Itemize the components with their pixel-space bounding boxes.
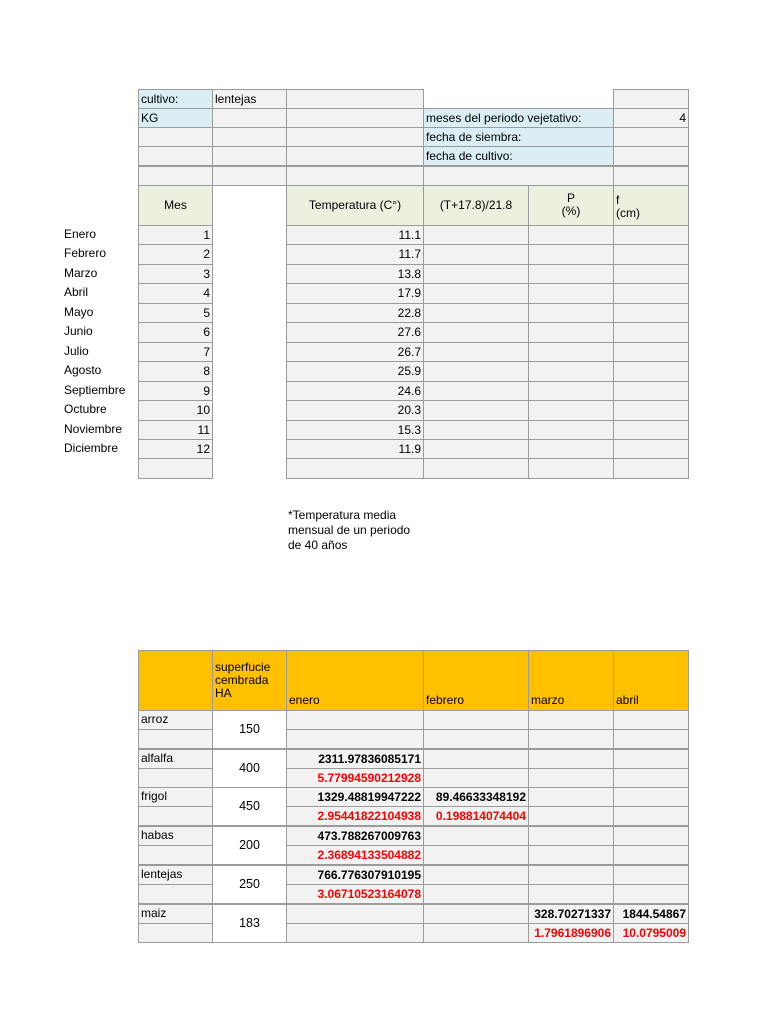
month-name: Junio <box>64 324 93 338</box>
p-cell[interactable] <box>528 225 614 246</box>
header-febrero[interactable]: febrero <box>423 650 529 711</box>
p-cell[interactable] <box>528 458 614 479</box>
crop-ha-cell[interactable]: 200 <box>212 826 287 865</box>
header-p[interactable] <box>528 185 614 226</box>
cultivo-value[interactable]: lentejas <box>212 89 287 109</box>
crop-name-cell[interactable]: habas <box>138 826 213 846</box>
cell-empty[interactable] <box>212 166 287 186</box>
crop-enero-ratio-cell[interactable]: 2.95441822104938 <box>286 806 424 826</box>
header-formula[interactable]: (T+17.8)/21.8 <box>423 185 529 226</box>
p-cell[interactable] <box>528 381 614 402</box>
cell-empty[interactable] <box>286 146 424 166</box>
crop-marzo-ratio-cell[interactable]: 1.7961896906 <box>528 923 614 943</box>
crop-febrero-ratio-cell[interactable] <box>423 923 529 943</box>
cell-empty[interactable] <box>212 127 287 147</box>
crop-marzo-value-cell[interactable] <box>528 749 614 769</box>
formula-cell[interactable] <box>423 420 529 441</box>
crop-name-cell[interactable]: frigol <box>138 787 213 807</box>
cell-empty[interactable] <box>423 166 614 186</box>
f-cell[interactable] <box>613 322 689 343</box>
crop-enero-value-cell[interactable] <box>286 904 424 924</box>
month-number-cell[interactable]: 12 <box>138 439 213 460</box>
note-line: *Temperatura media <box>288 508 397 522</box>
crop-enero-value-cell[interactable] <box>286 710 424 730</box>
crop-abril-value-cell[interactable]: 1844.54867 <box>613 904 689 924</box>
formula-cell[interactable] <box>423 439 529 460</box>
f-cell[interactable] <box>613 225 689 246</box>
month-number-cell[interactable]: 8 <box>138 361 213 382</box>
temperature-note <box>288 508 410 553</box>
header-cultivo-empty[interactable] <box>138 650 213 711</box>
header-f-line2: (cm) <box>616 206 640 220</box>
month-name: Julio <box>64 344 89 358</box>
month-number-cell[interactable]: 2 <box>138 244 213 265</box>
crop-name-cell[interactable]: maiz <box>138 904 213 924</box>
crop-ha-cell[interactable]: 183 <box>212 904 287 943</box>
crop-abril-ratio-cell[interactable] <box>613 806 689 826</box>
header-sup-line3: HA <box>215 686 232 700</box>
crop-marzo-ratio-cell[interactable] <box>528 768 614 788</box>
cell-empty[interactable] <box>286 127 424 147</box>
f-cell[interactable] <box>613 439 689 460</box>
f-cell[interactable] <box>613 342 689 363</box>
cell-empty[interactable] <box>286 89 424 109</box>
crop-abril-ratio-cell[interactable]: 10.0795009 <box>613 923 689 943</box>
crop-name-empty-cell[interactable] <box>138 729 213 749</box>
header-sup-line2: cembrada <box>215 673 269 687</box>
crop-enero-ratio-cell[interactable] <box>286 923 424 943</box>
p-cell[interactable] <box>528 283 614 304</box>
crop-febrero-value-cell[interactable] <box>423 865 529 885</box>
crop-name-empty-cell[interactable] <box>138 768 213 788</box>
cell-empty[interactable] <box>138 146 213 166</box>
crop-enero-value-cell[interactable]: 473.788267009763 <box>286 826 424 846</box>
month-number-cell[interactable]: 5 <box>138 303 213 324</box>
header-mes[interactable]: Mes <box>138 185 213 226</box>
f-cell[interactable] <box>613 264 689 285</box>
crop-enero-ratio-cell[interactable]: 2.36894133504882 <box>286 845 424 865</box>
crop-abril-value-cell[interactable] <box>613 749 689 769</box>
month-number-cell[interactable]: 11 <box>138 420 213 441</box>
formula-cell[interactable] <box>423 303 529 324</box>
p-cell[interactable] <box>528 400 614 421</box>
header-p-line2: (%) <box>561 204 581 218</box>
formula-cell[interactable] <box>423 342 529 363</box>
formula-cell[interactable] <box>423 400 529 421</box>
siembra-label[interactable]: fecha de siembra: <box>423 127 614 147</box>
note-line: mensual de un periodo <box>288 523 411 537</box>
cell-empty[interactable] <box>613 146 689 166</box>
temperature-cell[interactable]: 17.9 <box>286 283 424 304</box>
temperature-cell[interactable]: 13.8 <box>286 264 424 285</box>
crop-ha-cell[interactable]: 450 <box>212 787 287 826</box>
month-number-cell[interactable]: 1 <box>138 225 213 246</box>
header-f-line1: f <box>616 193 620 207</box>
month-number-cell[interactable]: 9 <box>138 381 213 402</box>
crop-enero-ratio-cell[interactable]: 5.77994590212928 <box>286 768 424 788</box>
kg-label[interactable]: KG <box>138 108 213 128</box>
month-number-cell[interactable]: 4 <box>138 283 213 304</box>
temperature-cell[interactable]: 25.9 <box>286 361 424 382</box>
crop-marzo-ratio-cell[interactable] <box>528 806 614 826</box>
cultivo-fecha-label[interactable]: fecha de cultivo: <box>423 146 614 166</box>
crop-marzo-ratio-cell[interactable] <box>528 884 614 904</box>
month-name: Octubre <box>64 402 107 416</box>
cell-empty[interactable] <box>613 166 689 186</box>
month-name: Noviembre <box>64 422 123 436</box>
temperature-cell[interactable]: 27.6 <box>286 322 424 343</box>
crop-abril-ratio-cell[interactable] <box>613 845 689 865</box>
crop-name-cell[interactable]: alfalfa <box>138 749 213 769</box>
f-cell[interactable] <box>613 420 689 441</box>
crop-abril-value-cell[interactable] <box>613 865 689 885</box>
p-cell[interactable] <box>528 342 614 363</box>
month-number-cell[interactable]: 6 <box>138 322 213 343</box>
month-number-cell[interactable]: 7 <box>138 342 213 363</box>
crop-enero-ratio-cell[interactable]: 3.06710523164078 <box>286 884 424 904</box>
crop-febrero-value-cell[interactable] <box>423 749 529 769</box>
formula-cell[interactable] <box>423 225 529 246</box>
crop-ha-cell[interactable]: 400 <box>212 749 287 788</box>
month-number-cell[interactable] <box>138 458 213 479</box>
formula-cell[interactable] <box>423 244 529 265</box>
f-cell[interactable] <box>613 244 689 265</box>
cell-empty[interactable] <box>613 127 689 147</box>
crop-febrero-value-cell[interactable]: 89.46633348192 <box>423 787 529 807</box>
crop-febrero-ratio-cell[interactable] <box>423 768 529 788</box>
crop-abril-value-cell[interactable] <box>613 826 689 846</box>
cell-empty[interactable] <box>613 89 689 109</box>
crop-enero-value-cell[interactable]: 766.776307910195 <box>286 865 424 885</box>
f-cell[interactable] <box>613 458 689 479</box>
month-name: Marzo <box>64 266 98 280</box>
crop-febrero-value-cell[interactable] <box>423 710 529 730</box>
crop-name-empty-cell[interactable] <box>138 884 213 904</box>
month-name: Diciembre <box>64 441 119 455</box>
crop-marzo-value-cell[interactable] <box>528 826 614 846</box>
formula-cell[interactable] <box>423 322 529 343</box>
note-line: de 40 años <box>288 538 348 552</box>
cultivo-label[interactable]: cultivo: <box>138 89 213 109</box>
temperature-cell[interactable]: 22.8 <box>286 303 424 324</box>
crop-marzo-value-cell[interactable] <box>528 865 614 885</box>
temperature-cell[interactable]: 11.9 <box>286 439 424 460</box>
temperature-cell[interactable]: 11.7 <box>286 244 424 265</box>
month-name: Febrero <box>64 246 107 260</box>
crop-enero-ratio-cell[interactable] <box>286 729 424 749</box>
crop-febrero-ratio-cell[interactable]: 0.198814074404 <box>423 806 529 826</box>
cell-empty[interactable] <box>138 127 213 147</box>
header-sup-line1: superfucie <box>215 660 271 674</box>
cell-empty[interactable] <box>212 108 287 128</box>
p-cell[interactable] <box>528 420 614 441</box>
crop-febrero-value-cell[interactable] <box>423 826 529 846</box>
crop-ha-cell[interactable]: 250 <box>212 865 287 904</box>
crop-name-cell[interactable]: arroz <box>138 710 213 730</box>
temperature-cell[interactable]: 24.6 <box>286 381 424 402</box>
f-cell[interactable] <box>613 283 689 304</box>
crop-abril-value-cell[interactable] <box>613 710 689 730</box>
month-number-cell[interactable]: 10 <box>138 400 213 421</box>
month-name: Enero <box>64 227 97 241</box>
crop-marzo-value-cell[interactable] <box>528 787 614 807</box>
cell-empty[interactable] <box>286 108 424 128</box>
month-name: Agosto <box>64 363 102 377</box>
formula-cell[interactable] <box>423 264 529 285</box>
temperature-cell[interactable]: 20.3 <box>286 400 424 421</box>
crop-febrero-ratio-cell[interactable] <box>423 884 529 904</box>
p-cell[interactable] <box>528 303 614 324</box>
crop-abril-value-cell[interactable] <box>613 787 689 807</box>
cell-empty[interactable] <box>286 166 424 186</box>
f-cell[interactable] <box>613 381 689 402</box>
temperature-cell[interactable]: 26.7 <box>286 342 424 363</box>
crop-abril-ratio-cell[interactable] <box>613 729 689 749</box>
crop-marzo-ratio-cell[interactable] <box>528 845 614 865</box>
temperature-cell[interactable]: 15.3 <box>286 420 424 441</box>
crop-marzo-value-cell[interactable]: 328.70271337 <box>528 904 614 924</box>
header-abril[interactable]: abril <box>613 650 689 711</box>
crop-name-empty-cell[interactable] <box>138 923 213 943</box>
meses-label[interactable]: meses del periodo vejetativo: <box>423 108 614 128</box>
crop-enero-value-cell[interactable]: 2311.97836085171 <box>286 749 424 769</box>
crop-abril-ratio-cell[interactable] <box>613 768 689 788</box>
formula-cell[interactable] <box>423 381 529 402</box>
month-name: Mayo <box>64 305 94 319</box>
p-cell[interactable] <box>528 439 614 460</box>
meses-value[interactable]: 4 <box>613 108 689 128</box>
crop-febrero-ratio-cell[interactable] <box>423 729 529 749</box>
crop-ha-cell[interactable]: 150 <box>212 710 287 749</box>
crop-febrero-ratio-cell[interactable] <box>423 845 529 865</box>
header-p-line1: P <box>566 191 575 205</box>
cell-empty[interactable] <box>212 146 287 166</box>
cell-empty[interactable] <box>138 166 213 186</box>
p-cell[interactable] <box>528 322 614 343</box>
crop-abril-ratio-cell[interactable] <box>613 884 689 904</box>
f-cell[interactable] <box>613 400 689 421</box>
header-temperatura[interactable]: Temperatura (C°) <box>286 185 424 226</box>
temperature-cell[interactable] <box>286 458 424 479</box>
header-f[interactable] <box>613 185 689 226</box>
p-cell[interactable] <box>528 264 614 285</box>
crop-name-empty-cell[interactable] <box>138 806 213 826</box>
f-cell[interactable] <box>613 361 689 382</box>
header-superficie[interactable] <box>212 650 287 711</box>
month-number-cell[interactable]: 3 <box>138 264 213 285</box>
crop-marzo-ratio-cell[interactable] <box>528 729 614 749</box>
p-cell[interactable] <box>528 244 614 265</box>
crop-name-empty-cell[interactable] <box>138 845 213 865</box>
formula-cell[interactable] <box>423 458 529 479</box>
header-marzo[interactable]: marzo <box>528 650 614 711</box>
month-name: Abril <box>64 285 89 299</box>
header-enero[interactable]: enero <box>286 650 424 711</box>
temperature-cell[interactable]: 11.1 <box>286 225 424 246</box>
p-cell[interactable] <box>528 361 614 382</box>
formula-cell[interactable] <box>423 283 529 304</box>
crop-febrero-value-cell[interactable] <box>423 904 529 924</box>
crop-marzo-value-cell[interactable] <box>528 710 614 730</box>
f-cell[interactable] <box>613 303 689 324</box>
month-name: Septiembre <box>64 383 126 397</box>
crop-name-cell[interactable]: lentejas <box>138 865 213 885</box>
crop-enero-value-cell[interactable]: 1329.48819947222 <box>286 787 424 807</box>
formula-cell[interactable] <box>423 361 529 382</box>
